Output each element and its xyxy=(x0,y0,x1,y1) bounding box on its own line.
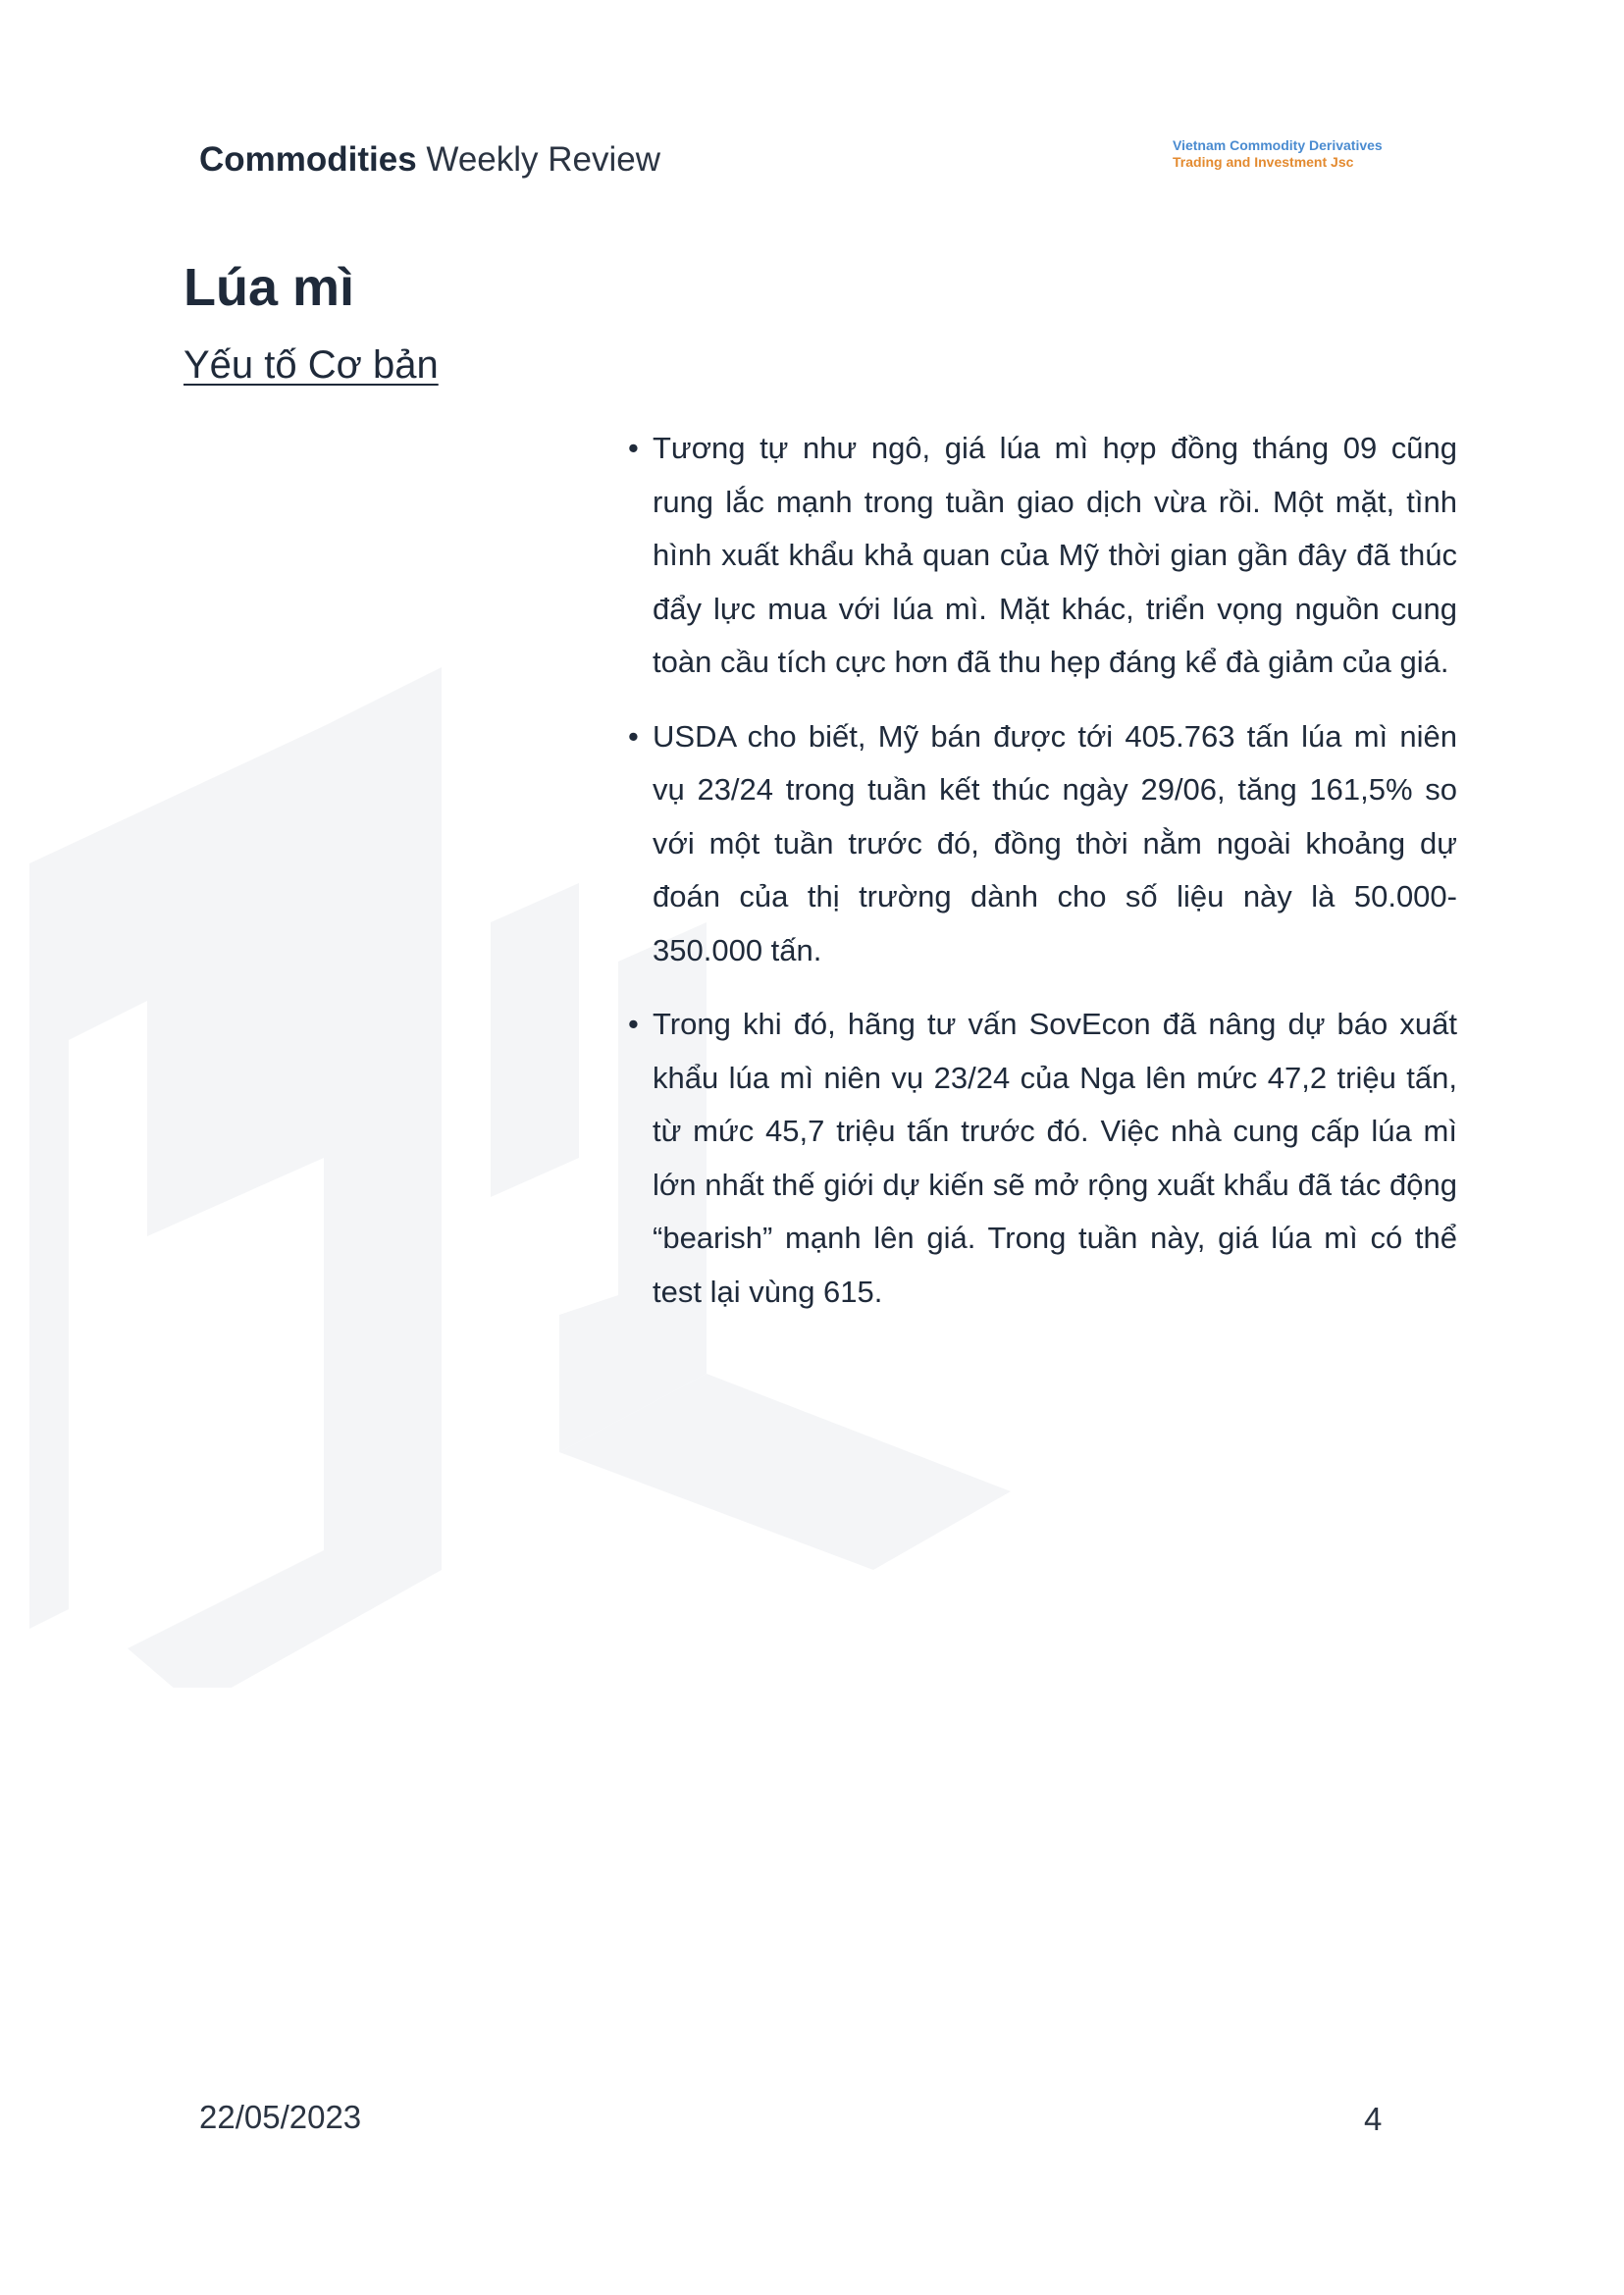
bullet-item xyxy=(628,998,1457,1319)
bullet-mark: • xyxy=(628,431,639,465)
bullet-mark: • xyxy=(628,1007,639,1041)
bullet-list xyxy=(628,422,1457,1339)
footer-date: 22/05/2023 xyxy=(199,2099,362,2135)
page-number: 4 xyxy=(1364,2101,1383,2137)
bullet-text: Trong khi đó, hãng tư vấn SovEcon đã nâng dự báo xuất khẩu lúa mì niên vụ 23/24 của Nga lên mức 47,2 triệu tấn, từ mức 45,7 triệu tấn trước đó. Việc nhà cung cấp lúa mì lớn nhất thế giới dự kiến sẽ mở rộng xuất khẩu đã tác động “bearish” mạnh lên giá. Trong tuần này, giá lúa mì có thể test lại vùng 615. xyxy=(653,1007,1457,1309)
bullet-item xyxy=(628,710,1457,978)
logo-line-1: Vietnam Commodity Derivatives xyxy=(1173,137,1383,153)
bullet-text: Tương tự như ngô, giá lúa mì hợp đồng tháng 09 cũng rung lắc mạnh trong tuần giao dịch vừa rồi. Một mặt, tình hình xuất khẩu khả quan của Mỹ thời gian gần đây đã thúc đẩy lực mua với lúa mì. Mặt khác, triển vọng nguồn cung toàn cầu tích cực hơn đã thu hẹp đáng kể đà giảm của giá. xyxy=(653,431,1457,679)
bullet-mark: • xyxy=(628,718,639,754)
header-title-strong: Commodities xyxy=(199,140,417,179)
section-subtitle: Yếu tố Cơ bản xyxy=(183,343,439,387)
bullet-item xyxy=(628,422,1457,690)
header-title xyxy=(199,135,660,184)
section-title: Lúa mì xyxy=(183,258,355,317)
bullet-text: USDA cho biết, Mỹ bán được tới 405.763 tấn lúa mì niên vụ 23/24 trong tuần kết thúc ngày 29/06, tăng 161,5% so với một tuần trước đó, đồng thời nằm ngoài khoảng dự đoán của thị trường dành cho số liệu này là 50.000-350.000 tấn. xyxy=(653,718,1457,967)
logo-line-2: Trading and Investment Jsc xyxy=(1173,154,1354,170)
page-header xyxy=(199,135,1396,184)
company-logo xyxy=(1173,137,1408,171)
header-title-rest: Weekly Review xyxy=(416,140,661,179)
